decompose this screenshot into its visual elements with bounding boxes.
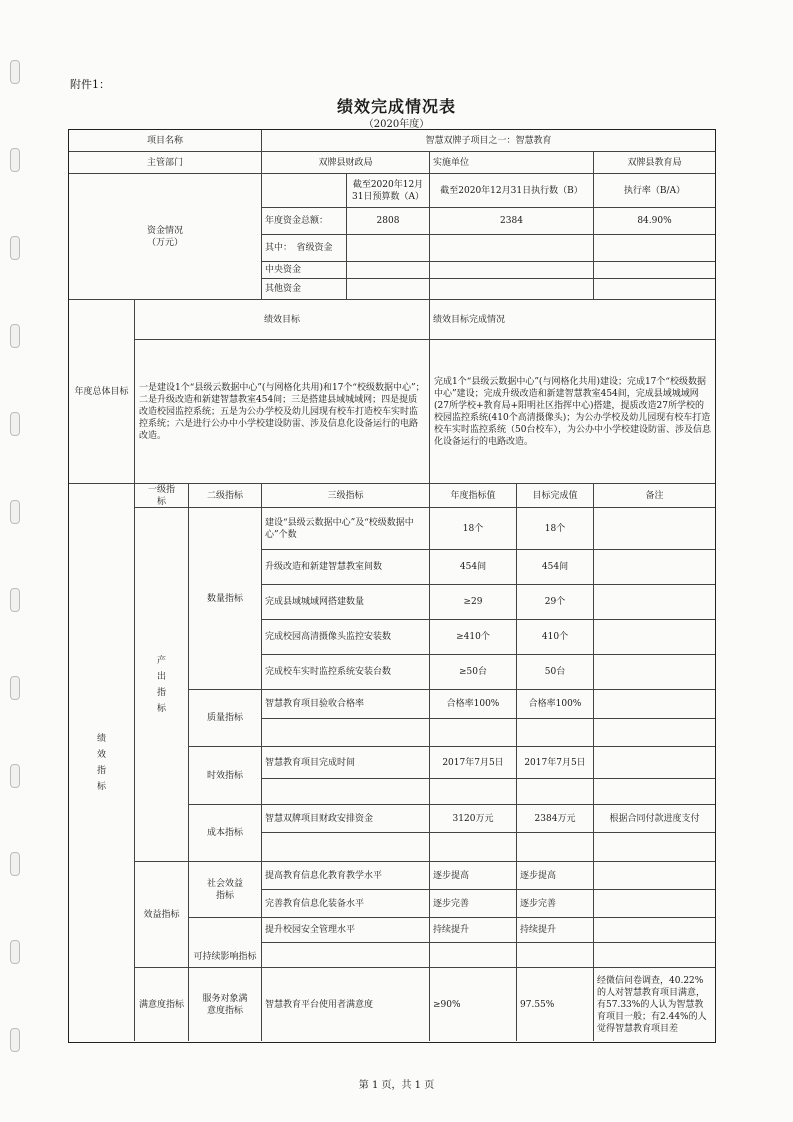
empty-cell [347,279,430,300]
indicator-remark: 根据合同付款进度支付 [594,805,715,833]
empty-cell [347,262,430,279]
binder-hole [10,940,20,964]
funds-col-exec: 截至2020年12月31日执行数（B） [430,174,594,208]
empty-cell [517,833,594,862]
indicator-remark [594,690,715,719]
indicator-name: 完善教育信息化装备水平 [262,890,430,918]
funds-total-exec: 2384 [430,208,594,235]
indicator-actual: 410个 [517,620,594,655]
impl-unit-value: 双牌县教育局 [594,152,715,174]
funds-row-total: 年度资金总额： [262,208,347,235]
page-title: 绩效完成情况表 [336,97,456,116]
annual-goal-col-done: 绩效目标完成情况 [430,300,715,340]
sustainability-label: 可持续影响指标 [189,918,262,968]
empty-cell [262,719,430,747]
annual-goal-done-text: 完成1个“县级云数据中心”(与网格化共用)建设；完成17个“校级数据中心”建设；完成升级改造和新建智慧教室454间，完成县域城域网(27所学校+教育局+阳明社区指挥中心)搭建，提质改造27所学校的校园监控系统(410个高清摄像头)；为公办学校及幼儿园现有校车打造校车实时监控系统（50台校车），为公办中小学校建设防雷、涉及信息化设备运行的电路改造。 [430,340,715,484]
indicator-actual: 合格率100% [517,690,594,719]
indicator-name: 智慧教育项目完成时间 [262,747,430,779]
binder-hole [10,1028,20,1052]
indicator-remark [594,508,715,550]
indicator-remark [594,918,715,943]
funds-row-other: 其他资金 [262,279,347,300]
indicator-remark [594,655,715,690]
empty-cell [430,943,517,968]
indicator-annual: 逐步提高 [430,862,517,890]
header-level2: 二级指标 [189,484,262,508]
empty-cell [594,719,715,747]
funds-header-blank [262,174,347,208]
indicator-remark: 经微信问卷调查，40.22%的人对智慧教育项目满意，有57.33%的人认为智慧教育项目一般；有2.44%的人觉得智慧教育项目差 [597,975,707,1034]
indicator-annual: ≥410个 [430,620,517,655]
empty-cell [594,235,715,262]
funds-label-line1: 资金情况 [146,225,183,236]
indicator-annual: 3120万元 [430,805,517,833]
indicator-annual: ≥90% [430,968,517,1041]
funds-row-provincial: 其中： 省级资金 [262,235,347,262]
empty-cell [594,943,715,968]
indicator-actual: 454间 [517,550,594,585]
indicator-annual: 18个 [430,508,517,550]
satisfaction-indicator-label: 满意度指标 [135,968,189,1041]
header-annual: 年度指标值 [430,484,517,508]
indicator-annual: ≥29 [430,585,517,620]
indicator-annual: 逐步完善 [430,890,517,918]
indicator-remark [594,620,715,655]
indicator-remark [594,550,715,585]
indicator-name: 智慧双牌项目财政安排资金 [262,805,430,833]
header-level3: 三级指标 [262,484,430,508]
indicator-actual: 逐步提高 [517,862,594,890]
indicator-actual: 逐步完善 [517,890,594,918]
indicators-section-label: 绩效指标 [69,484,135,1041]
service-satisfaction-label: 服务对象满意度指标 [189,968,262,1041]
funds-col-budget: 截至2020年12月31日预算数（A） [347,174,430,208]
attachment-label: 附件1： [70,78,110,91]
indicator-actual: 2017年7月5日 [517,747,594,779]
binder-hole [10,588,20,612]
indicator-name: 提升校园安全管理水平 [262,918,430,943]
indicator-remark [594,890,715,918]
indicator-annual: 合格率100% [430,690,517,719]
binder-hole [10,676,20,700]
empty-cell [594,833,715,862]
binder-hole [10,60,20,84]
empty-cell [262,943,430,968]
indicator-name: 智慧教育平台使用者满意度 [262,968,430,1041]
header-remark: 备注 [594,484,715,508]
dept-value: 双牌县财政局 [262,152,430,174]
binder-hole [10,412,20,436]
indicator-remark [594,585,715,620]
empty-cell [517,719,594,747]
indicator-name: 升级改造和新建智慧教室间数 [262,550,430,585]
indicator-actual: 29个 [517,585,594,620]
empty-cell [262,779,430,805]
empty-cell [347,235,430,262]
indicator-remark [594,747,715,779]
empty-cell [430,279,594,300]
annual-goal-col-goal: 绩效目标 [135,300,430,340]
cost-indicator-label: 成本指标 [189,805,262,862]
indicator-annual: 持续提升 [430,918,517,943]
empty-cell [594,279,715,300]
benefit-indicator-label: 效益指标 [135,862,189,968]
funds-label-line2: （万元） [146,237,183,248]
quantity-indicator-label: 数量指标 [189,508,262,690]
empty-cell [262,833,430,862]
indicator-remark [594,862,715,890]
empty-cell [430,262,594,279]
indicator-name: 提高教育信息化教育教学水平 [262,862,430,890]
page-subtitle: （2020年度） [363,119,430,130]
empty-cell [430,779,517,805]
performance-table [68,129,716,1043]
funds-row-central: 中央资金 [262,262,347,279]
indicator-actual: 18个 [517,508,594,550]
impl-unit-label: 实施单位 [430,152,594,174]
indicator-name: 智慧教育项目验收合格率 [262,690,430,719]
header-actual: 目标完成值 [517,484,594,508]
funds-total-rate: 84.90% [594,208,715,235]
social-benefit-label: 社会效益指标 [189,862,262,918]
indicator-name: 完成县域城域网搭建数量 [262,585,430,620]
header-level1: 一级指标 [135,484,189,508]
page-footer: 第 1 页，共 1 页 [358,1080,435,1091]
indicator-actual: 持续提升 [517,918,594,943]
annual-goal-text: 一是建设1个“县级云数据中心”(与网格化共用)和17个“校级数据中心”；二是升级改造和新建智慧教室454间；三是搭建县域城域网；四是提质改造校园监控系统；五是为公办学校及幼儿园现有校车打造校车实时监控系统；六是进行公办中小学校建设防雷、涉及信息化设备运行的电路改造。 [135,340,430,484]
funds-total-budget: 2808 [347,208,430,235]
binder-hole [10,324,20,348]
indicator-actual: 50台 [517,655,594,690]
indicator-name: 完成校车实时监控系统安装台数 [262,655,430,690]
indicator-name: 建设“县级云数据中心”及“校级数据中心”个数 [262,508,430,550]
funds-col-rate: 执行率（B/A） [594,174,715,208]
timeliness-indicator-label: 时效指标 [189,747,262,805]
binder-hole [10,852,20,876]
annual-goal-label: 年度总体目标 [69,300,135,484]
binder-hole [10,148,20,172]
empty-cell [517,943,594,968]
indicator-annual: 2017年7月5日 [430,747,517,779]
empty-cell [594,779,715,805]
binder-hole [10,500,20,524]
indicator-annual: 454间 [430,550,517,585]
indicator-actual: 97.55% [517,968,594,1041]
dept-label: 主管部门 [69,152,262,174]
indicator-name: 完成校园高清摄像头监控安装数 [262,620,430,655]
binder-hole [10,236,20,260]
project-name-label: 项目名称 [69,130,262,152]
indicator-annual: ≥50台 [430,655,517,690]
output-indicator-label: 产出指标 [135,508,189,862]
quality-indicator-label: 质量指标 [189,690,262,747]
empty-cell [430,719,517,747]
empty-cell [430,235,594,262]
funds-label [69,174,262,300]
empty-cell [517,779,594,805]
binder-hole [10,764,20,788]
project-name-value: 智慧双牌子项目之一：智慧教育 [262,130,715,152]
empty-cell [594,262,715,279]
indicator-actual: 2384万元 [517,805,594,833]
empty-cell [430,833,517,862]
